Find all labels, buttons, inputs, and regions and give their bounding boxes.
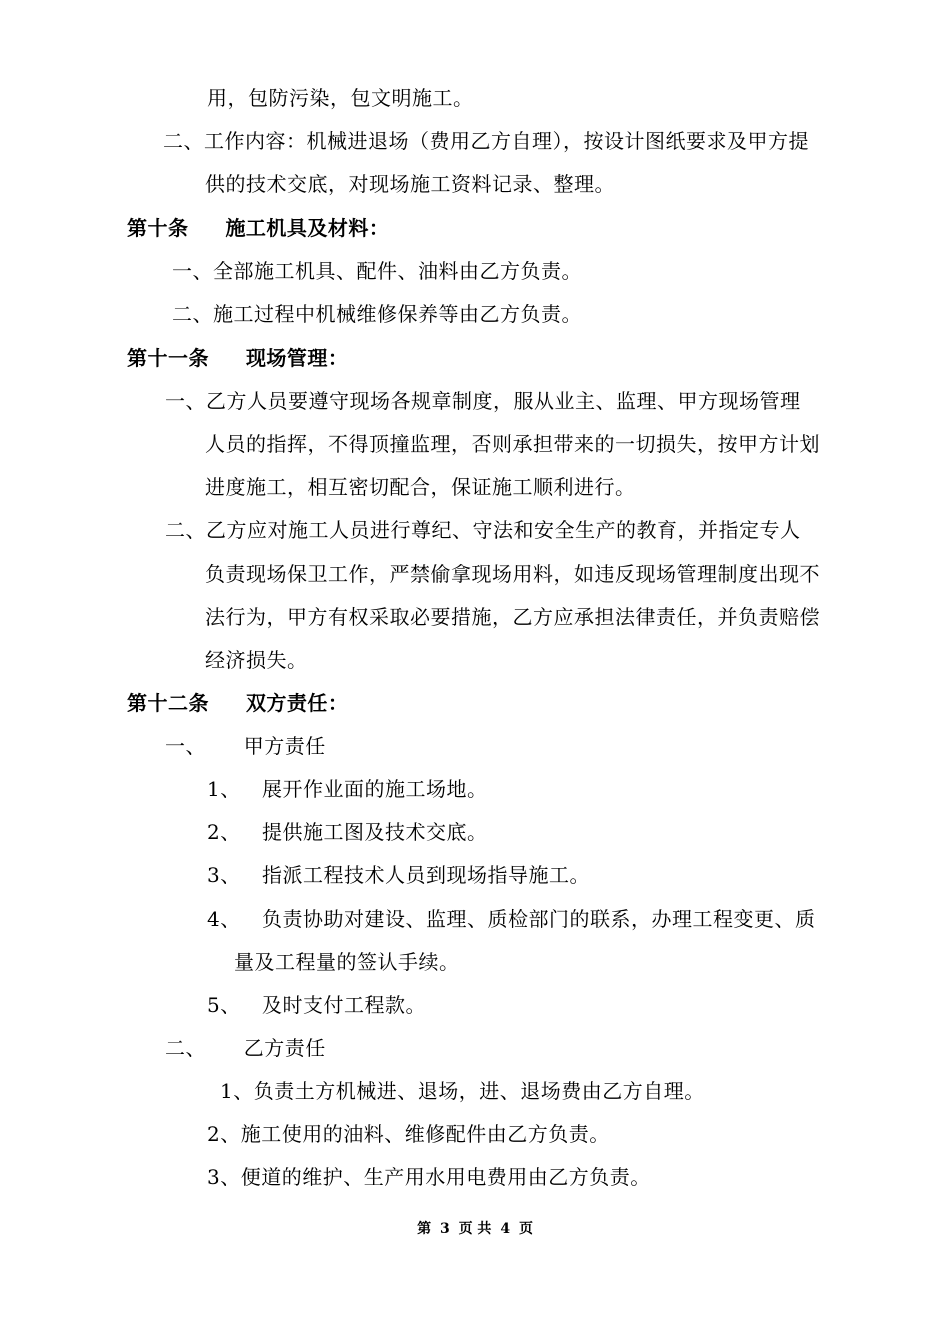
list-item: 3、便道的维护、生产用水用电费用由乙方负责。 — [207, 1165, 651, 1189]
article-number: 第十条 — [127, 216, 189, 240]
article-number: 第十二条 — [127, 691, 209, 715]
page-mid: 页 共 — [458, 1221, 492, 1237]
article-title: 双方责任： — [245, 691, 349, 715]
section-title: 乙方责任 — [243, 1036, 326, 1060]
page-footer — [0, 1218, 950, 1238]
article-title: 施工机具及材料： — [225, 216, 390, 240]
article-10-heading — [127, 216, 389, 240]
item-text: 指派工程技术人员到现场指导施工。 — [262, 863, 590, 887]
item-text: 提供施工图及技术交底。 — [262, 820, 488, 844]
section-number: 二、 — [165, 1036, 206, 1060]
list-item-continuation: 量及工程量的签认手续。 — [234, 950, 460, 974]
body-line: 用，包防污染，包文明施工。 — [207, 86, 474, 110]
list-item — [207, 863, 590, 887]
item-text: 及时支付工程款。 — [262, 993, 426, 1017]
body-line: 二、乙方应对施工人员进行尊纪、守法和安全生产的教育，并指定专人 — [165, 518, 801, 542]
body-line: 负责现场保卫工作，严禁偷拿现场用料，如违反现场管理制度出现不 — [205, 562, 820, 586]
body-line: 一、全部施工机具、配件、油料由乙方负责。 — [172, 259, 582, 283]
page-suffix: 页 — [518, 1221, 533, 1237]
total-page-number: 4 — [500, 1221, 511, 1237]
section-number: 一、 — [165, 734, 206, 758]
body-line: 二、施工过程中机械维修保养等由乙方负责。 — [172, 302, 582, 326]
list-item — [207, 993, 426, 1017]
body-line: 供的技术交底，对现场施工资料记录、整理。 — [205, 172, 615, 196]
item-number: 2、 — [207, 820, 241, 844]
list-item: 1、负责土方机械进、退场，进、退场费由乙方自理。 — [220, 1079, 705, 1103]
item-number: 3、 — [207, 863, 241, 887]
body-line: 经济损失。 — [205, 648, 308, 672]
item-number: 1、 — [207, 777, 241, 801]
item-text: 展开作业面的施工场地。 — [262, 777, 488, 801]
article-number: 第十一条 — [127, 346, 209, 370]
body-line: 人员的指挥，不得顶撞监理，否则承担带来的一切损失，按甲方计划 — [205, 432, 820, 456]
list-item — [207, 820, 488, 844]
body-line: 进度施工，相互密切配合，保证施工顺利进行。 — [205, 475, 636, 499]
current-page-number: 3 — [439, 1221, 450, 1237]
article-12-heading — [127, 691, 348, 715]
item-text: 负责协助对建设、监理、质检部门的联系，办理工程变更、质 — [262, 907, 816, 931]
item-number: 4、 — [207, 907, 241, 931]
item-number: 5、 — [207, 993, 241, 1017]
list-item — [207, 777, 488, 801]
section-heading — [165, 734, 326, 758]
section-title: 甲方责任 — [243, 734, 326, 758]
list-item — [207, 907, 816, 931]
article-title: 现场管理： — [245, 346, 349, 370]
section-heading — [165, 1036, 326, 1060]
article-11-heading — [127, 346, 348, 370]
body-line: 法行为，甲方有权采取必要措施，乙方应承担法律责任，并负责赔偿 — [205, 605, 820, 629]
body-line: 一、乙方人员要遵守现场各规章制度，服从业主、监理、甲方现场管理 — [165, 389, 801, 413]
body-line: 二、工作内容：机械进退场（费用乙方自理），按设计图纸要求及甲方提 — [163, 129, 809, 153]
list-item: 2、施工使用的油料、维修配件由乙方负责。 — [207, 1122, 610, 1146]
page-prefix: 第 — [417, 1221, 432, 1237]
